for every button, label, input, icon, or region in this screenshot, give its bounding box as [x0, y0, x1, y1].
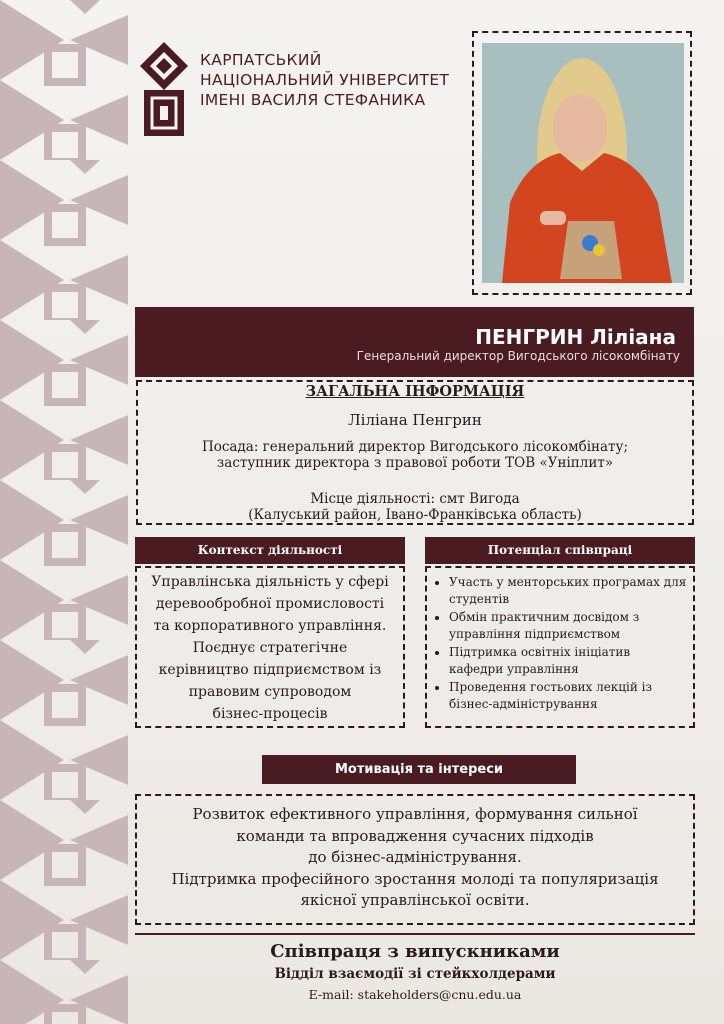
footer-subtitle: Відділ взаємодії зі стейкхолдерами [274, 966, 556, 982]
context-heading: Контекст діяльності [135, 537, 405, 564]
place-line2: (Калуський район, Івано-Франківська область) [248, 507, 582, 523]
person-role: Генеральний директор Вигодського лісокомбінату [356, 349, 680, 363]
potential-box [425, 566, 695, 728]
university-name-line3: ІМЕНІ ВАСИЛЯ СТЕФАНИКА [200, 91, 426, 109]
general-info-place [138, 491, 692, 523]
ornament-pattern [0, 0, 128, 1024]
footer-divider [135, 933, 695, 935]
motivation-heading: Мотивація та інтереси [262, 755, 576, 784]
general-info-title: ЗАГАЛЬНА ІНФОРМАЦІЯ [305, 383, 525, 400]
context-box [135, 566, 405, 728]
footer-email[interactable]: E-mail: stakeholders@cnu.edu.ua [308, 987, 522, 1002]
person-name: ПЕНГРИН Ліліана [475, 325, 676, 349]
motivation-line: Розвиток ефективного управління, формування сильної [192, 805, 638, 823]
potential-list [433, 574, 687, 713]
context-line: бізнес-процесів [212, 706, 328, 722]
position-line1: Посада: генеральний директор Вигодського лісокомбінату; [201, 439, 629, 455]
potential-heading: Потенціал співпраці [425, 537, 695, 564]
motivation-line: Підтримка професійного зростання молоді та популяризація [171, 869, 659, 888]
context-line: правовим супроводом [188, 684, 352, 700]
footer-title: Співпраця з випускниками [270, 941, 560, 962]
position-line2: заступник директора з правової роботи ТОВ «Уніплит» [216, 455, 614, 471]
university-logo [138, 40, 190, 138]
potential-item: • Проведення гостьових лекцій із бізнес-адміністрування [449, 679, 687, 713]
university-name [200, 50, 449, 110]
name-banner [135, 307, 694, 377]
context-line: та корпоративного управління. [153, 618, 387, 634]
context-line: Управлінська діяльність у сфері [151, 574, 389, 590]
potential-item: • Участь у менторських програмах для студентів [449, 574, 687, 608]
motivation-line: до бізнес-адміністрування. [308, 848, 522, 866]
context-line: керівництво підприємством із [158, 662, 382, 678]
motivation-line: якісної управлінської освіти. [300, 891, 530, 909]
portrait-photo [482, 43, 684, 283]
university-name-line1: КАРПАТСЬКИЙ [200, 51, 322, 69]
context-line: деревообробної промисловості [155, 596, 385, 612]
context-line: Поєднує стратегічне [192, 640, 348, 656]
general-info-name: Ліліана Пенгрин [348, 411, 482, 429]
potential-item: • Підтримка освітніх ініціатив кафедри управління [449, 644, 687, 678]
general-info-box [136, 380, 694, 525]
footer [135, 940, 695, 1006]
motivation-box [135, 794, 695, 925]
general-info-position [138, 439, 692, 471]
place-line1: Місце діяльності: смт Вигода [310, 491, 520, 507]
motivation-line: команди та впровадження сучасних підходів [236, 826, 594, 845]
potential-item: • Обмін практичним досвідом з управління підприємством [449, 609, 687, 643]
university-name-line2: НАЦІОНАЛЬНИЙ УНІВЕРСИТЕТ [200, 71, 450, 89]
